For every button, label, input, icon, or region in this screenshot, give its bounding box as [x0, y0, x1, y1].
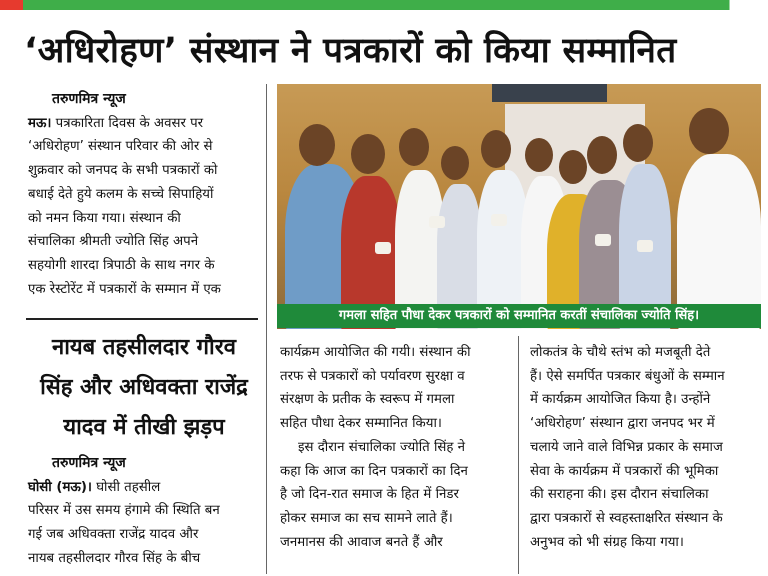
text-line: नायब तहसीलदार गौरव सिंह के बीच: [28, 550, 201, 566]
text-line: में कार्यक्रम आयोजित किया है। उन्होंने: [530, 392, 711, 408]
text-line: को नमन किया गया। संस्थान की: [28, 210, 181, 226]
text-line: गई जब अधिवक्ता राजेंद्र यादव और: [28, 527, 199, 543]
plant-pot: [595, 234, 611, 246]
article1-col3: [530, 341, 762, 554]
text-line: संचालिका श्रीमती ज्योति सिंह अपने: [28, 234, 199, 250]
plant-pot: [429, 216, 445, 228]
person-head: [481, 130, 511, 168]
person-head: [299, 124, 335, 166]
text-line: हैं। ऐसे समर्पित पत्रकार बंधुओं के सम्मान: [530, 368, 725, 384]
column-rule: [26, 318, 258, 320]
text-line: की सराहना की। इस दौरान संचालिका: [530, 487, 709, 503]
column-divider: [518, 336, 519, 574]
text-line: लोकतंत्र के चौथे स्तंभ को मजबूती देते: [530, 345, 711, 360]
text-line: सहित पौधा देकर सम्मानित किया।: [280, 416, 442, 432]
text-line: है जो दिन-रात समाज के हित में निडर: [280, 487, 459, 503]
text-line: शुक्रवार को जनपद के सभी पत्रकारों को: [28, 163, 218, 179]
text-line: घोसी तहसील: [96, 479, 161, 495]
text-line: कार्यक्रम आयोजित की गयी। संस्थान की: [280, 345, 471, 360]
text-line: चलाये जाने वाले विभिन्न प्रकार के समाज: [530, 439, 723, 455]
person-head: [689, 108, 729, 154]
headline-line: यादव में तीखी झड़प: [63, 415, 225, 440]
column-divider: [266, 84, 267, 574]
dateline: मऊ।: [28, 115, 52, 131]
person-head: [399, 128, 429, 166]
text-line: इस दौरान संचालिका ज्योति सिंह ने: [298, 439, 466, 455]
headline-line: सिंह और अधिवक्ता राजेंद्र: [40, 375, 248, 400]
text-line: होकर समाज का सच सामने लाते हैं।: [280, 510, 453, 526]
article1-col1: [28, 88, 256, 301]
person-head: [623, 124, 653, 162]
text-line: सेवा के कार्यक्रम में पत्रकारों की भूमिका: [530, 463, 719, 479]
person-head: [559, 150, 587, 184]
text-line: एक रेस्टोरेंट में पत्रकारों के सम्मान में एक: [28, 281, 221, 297]
text-line: बधाई देते हुये कलम के सच्चे सिपाहियों: [28, 186, 214, 202]
text-line: द्वारा पत्रकारों से स्वहस्ताक्षरित संस्थान के: [530, 510, 723, 526]
text-line: ‘अधिरोहण’ संस्थान परिवार की ओर से: [28, 139, 213, 155]
text-line: ‘अधिरोहण’ संस्थान द्वारा जनपद भर में: [530, 416, 715, 432]
plant-pot: [375, 242, 391, 254]
article2-headline: [32, 328, 256, 448]
page-headline: ‘अधिरोहण’ संस्थान ने पत्रकारों को किया सम्मानित: [24, 31, 677, 71]
person-head: [587, 136, 617, 174]
article2-body: [28, 452, 256, 571]
text-line: तरफ से पत्रकारों को पर्यावरण सुरक्षा व: [280, 368, 465, 384]
text-line: संरक्षण के प्रतीक के स्वरूप में गमला: [280, 392, 455, 408]
text-line: पत्रकारिता दिवस के अवसर पर: [55, 115, 204, 131]
byline: तरुणमित्र न्यूज: [52, 91, 126, 107]
person-figure: [677, 154, 761, 329]
text-line: जनमानस की आवाज बनते हैं और: [280, 534, 443, 550]
dateline: घोसी (मऊ)।: [28, 479, 92, 495]
person-head: [441, 146, 469, 180]
headline-line: नायब तहसीलदार गौरव: [52, 335, 236, 360]
person-head: [351, 134, 385, 174]
article1-col2: [280, 341, 507, 554]
window: [492, 84, 607, 102]
person-head: [525, 138, 553, 172]
plant-pot: [491, 214, 507, 226]
byline: तरुणमित्र न्यूज: [52, 455, 126, 471]
news-photo: [277, 84, 761, 329]
text-line: कहा कि आज का दिन पत्रकारों का दिन: [280, 463, 468, 479]
photo-caption: गमला सहित पौधा देकर पत्रकारों को सम्मानित करतीं संचालिका ज्योति सिंह।: [277, 304, 761, 328]
top-color-bar: [0, 0, 768, 10]
text-line: परिसर में उस समय हंगामे की स्थिति बन: [28, 503, 220, 519]
plant-pot: [637, 240, 653, 252]
text-line: सहयोगी शारदा त्रिपाठी के साथ नगर के: [28, 257, 215, 273]
text-line: अनुभव को भी संग्रह किया गया।: [530, 534, 684, 550]
